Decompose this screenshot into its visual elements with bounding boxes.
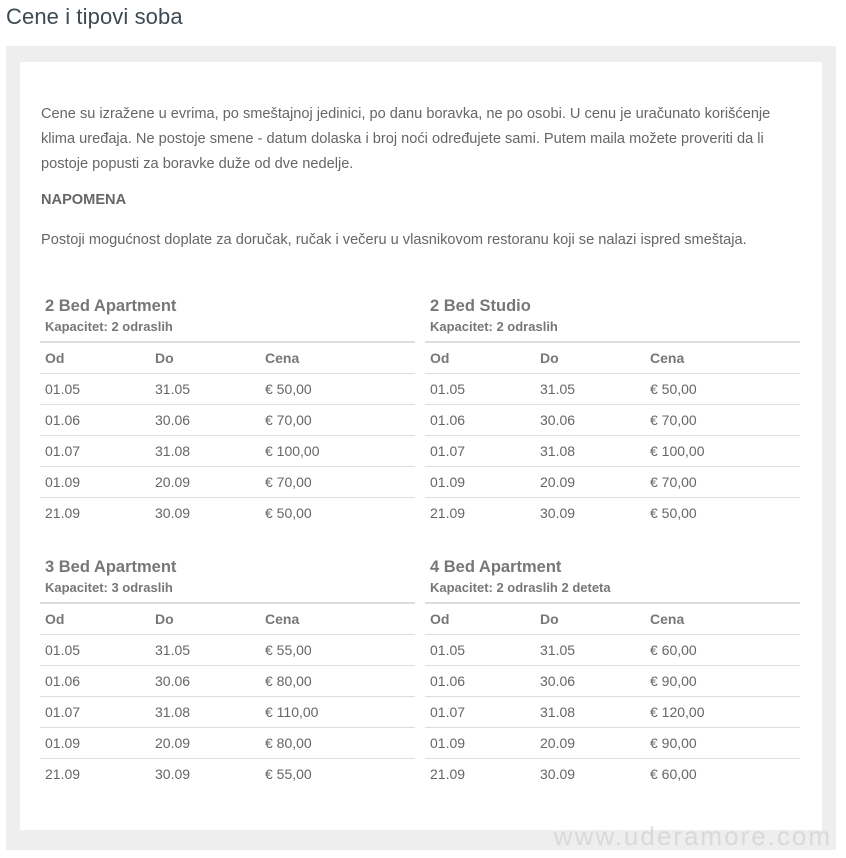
page-title: Cene i tipovi soba [6,4,183,29]
room-block [425,296,800,528]
table-row [425,467,800,498]
cell-price: € 50,00 [260,374,415,405]
table-row [425,697,800,728]
cell-to: 20.09 [535,467,645,498]
cell-from: 01.06 [425,666,535,697]
room-block [40,557,415,789]
cell-from: 01.09 [425,467,535,498]
cell-from: 21.09 [45,766,81,782]
column-header-price: Cena [260,603,415,635]
cell-from: 21.09 [430,505,466,521]
cell-to: 31.05 [535,374,645,405]
cell-to: 30.06 [535,405,645,436]
room-block [40,296,415,528]
cell-from: 01.05 [40,635,150,666]
cell-to: 31.08 [150,697,260,728]
cell-from: 01.07 [40,436,150,467]
cell-from: 01.06 [40,405,150,436]
room-name: 4 Bed Apartment [430,558,562,576]
cell-to: 31.08 [535,697,645,728]
cell-to: 31.08 [535,436,645,467]
cell-price: € 90,00 [645,666,800,697]
table-row [425,405,800,436]
cell-price: € 50,00 [265,505,312,521]
room-block [425,557,800,789]
cell-from: 01.09 [425,728,535,759]
room-name: 2 Bed Apartment [45,297,177,315]
table-row [40,405,415,436]
room-capacity: Kapacitet: 2 odraslih [430,319,558,334]
column-header-to: Do [535,603,645,635]
cell-price: € 80,00 [260,666,415,697]
cell-from: 01.06 [425,405,535,436]
cell-from: 01.07 [40,697,150,728]
room-name: 3 Bed Apartment [45,558,177,576]
room-name: 2 Bed Studio [430,297,531,315]
cell-to: 31.05 [535,635,645,666]
table-row [425,759,800,790]
table-row [40,467,415,498]
cell-price: € 50,00 [645,374,800,405]
table-row [40,635,415,666]
price-table [40,341,415,528]
table-header-row [425,603,800,635]
column-header-from: Od [40,603,150,635]
cell-price: € 60,00 [645,635,800,666]
room-capacity: Kapacitet: 3 odraslih [45,580,173,595]
cell-to: 20.09 [150,467,260,498]
cell-to: 31.05 [150,635,260,666]
content-frame [6,46,836,850]
cell-price: € 50,00 [650,505,697,521]
column-header-price: Cena [645,603,800,635]
table-row [40,728,415,759]
cell-to: 30.06 [150,405,260,436]
cell-price: € 120,00 [645,697,800,728]
price-table [425,341,800,528]
column-header-to: Do [535,342,645,374]
cell-from: 21.09 [45,505,81,521]
room-capacity: Kapacitet: 2 odraslih 2 deteta [430,580,611,595]
table-row [425,666,800,697]
cell-from: 01.06 [40,666,150,697]
cell-from: 21.09 [430,766,466,782]
cell-from: 01.05 [425,635,535,666]
cell-to: 20.09 [150,728,260,759]
column-header-from: Od [425,342,535,374]
table-row [40,436,415,467]
column-header-from: Od [40,342,150,374]
cell-price: € 70,00 [260,467,415,498]
column-header-from: Od [425,603,535,635]
note-text: Postoji mogućnost doplate za doručak, ručak i večeru u vlasnikovom restoranu koji se nalazi ispred smeštaja. [41,232,747,248]
column-header-price: Cena [645,342,800,374]
price-table [425,602,800,789]
cell-to: 30.09 [540,766,576,782]
cell-price: € 100,00 [645,436,800,467]
table-header-row [425,342,800,374]
table-header-row [40,603,415,635]
cell-price: € 70,00 [645,405,800,436]
note-heading: NAPOMENA [41,192,127,208]
cell-from: 01.09 [40,467,150,498]
cell-to: 31.08 [150,436,260,467]
price-table [40,602,415,789]
watermark: www.uderamore.com [553,821,832,851]
room-capacity: Kapacitet: 2 odraslih [45,319,173,334]
cell-price: € 55,00 [260,635,415,666]
cell-price: € 80,00 [260,728,415,759]
cell-from: 01.05 [40,374,150,405]
cell-price: € 70,00 [645,467,800,498]
cell-to: 30.09 [155,505,191,521]
intro-text: Cene su izražene u evrima, po smeštajnoj jedinici, po danu boravka, ne po osobi. U cenu je uračunato korišćenje klima uređaja. Ne postoje smene - datum dolaska i broj noći određujete sami. Putem maila možete proveriti da li postoje popusti za boravke duže od dve nedelje. [41,106,771,172]
table-row [40,759,415,790]
table-row [425,635,800,666]
table-row [40,374,415,405]
table-row [40,498,415,529]
cell-price: € 55,00 [265,766,312,782]
table-row [425,436,800,467]
cell-from: 01.09 [40,728,150,759]
column-header-price: Cena [260,342,415,374]
cell-to: 31.05 [150,374,260,405]
cell-from: 01.07 [425,697,535,728]
cell-to: 30.06 [150,666,260,697]
cell-from: 01.07 [425,436,535,467]
cell-price: € 100,00 [260,436,415,467]
table-row [40,666,415,697]
table-row [425,728,800,759]
column-header-to: Do [150,342,260,374]
cell-to: 30.06 [535,666,645,697]
table-row [425,498,800,529]
cell-price: € 90,00 [645,728,800,759]
cell-from: 01.05 [425,374,535,405]
cell-to: 20.09 [535,728,645,759]
content-card [20,62,822,830]
cell-price: € 110,00 [260,697,415,728]
column-header-to: Do [150,603,260,635]
table-row [40,697,415,728]
cell-to: 30.09 [155,766,191,782]
table-header-row [40,342,415,374]
table-row [425,374,800,405]
cell-to: 30.09 [540,505,576,521]
cell-price: € 70,00 [260,405,415,436]
cell-price: € 60,00 [650,766,697,782]
